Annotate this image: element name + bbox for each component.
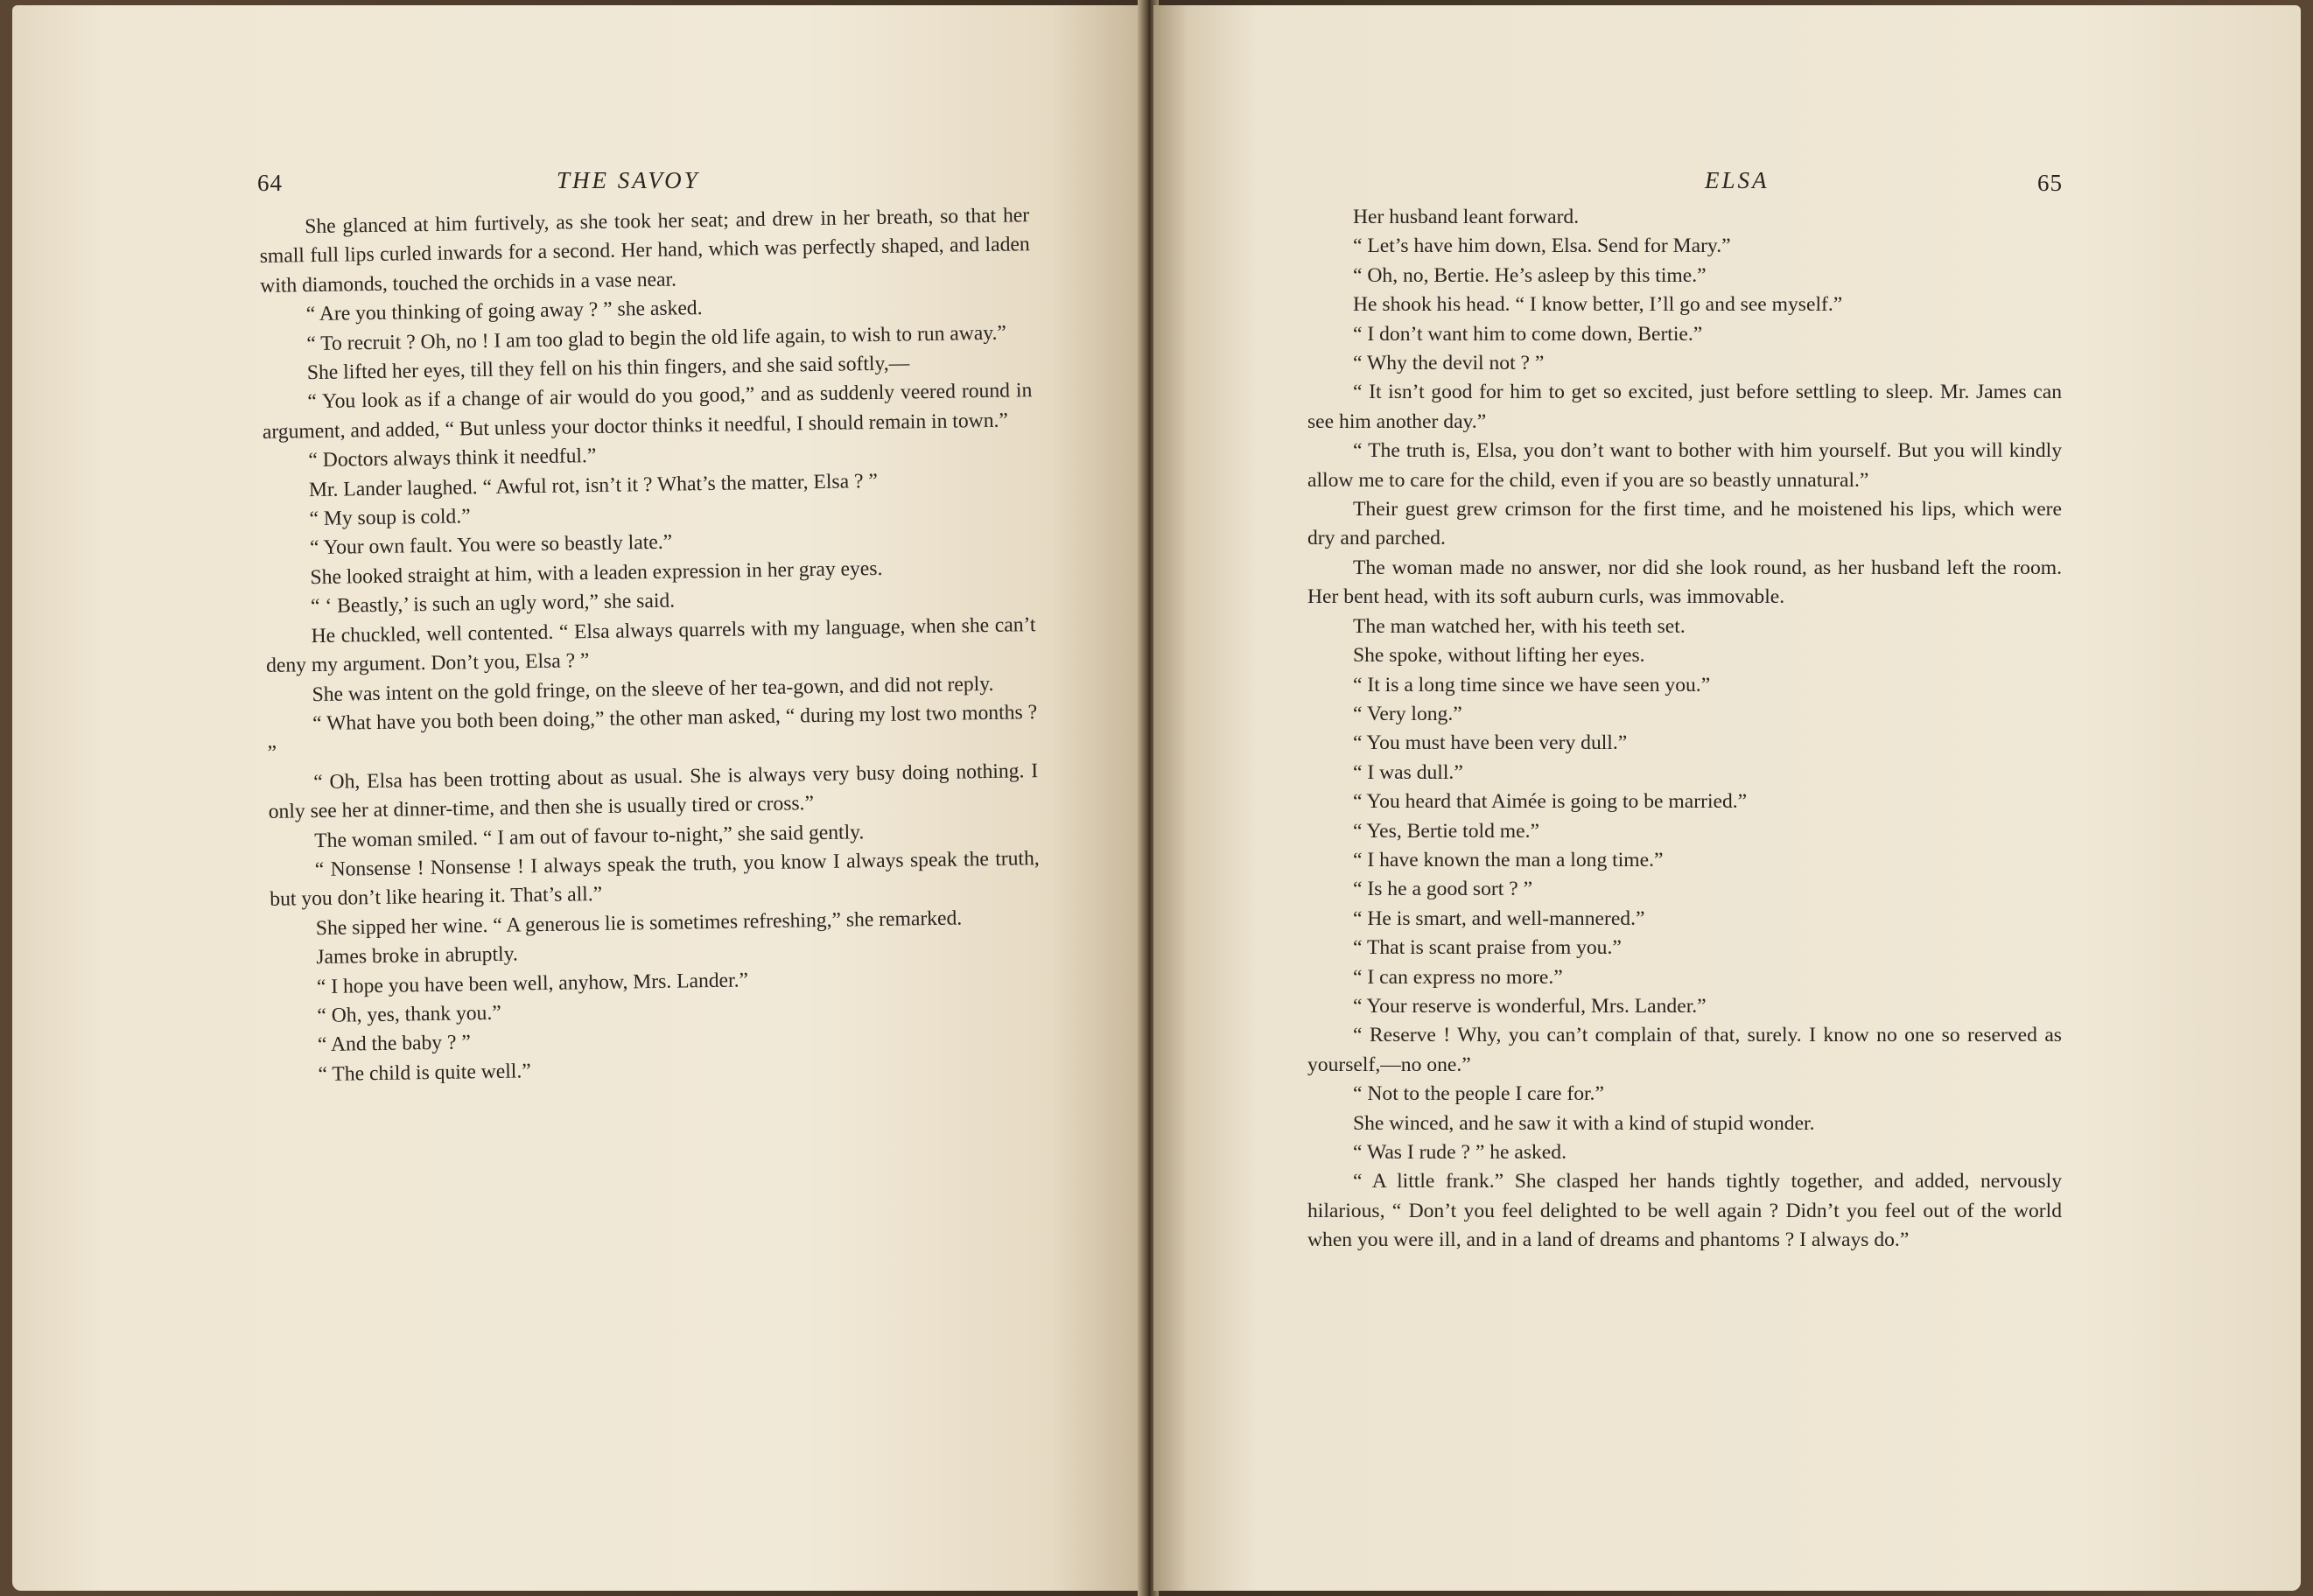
paragraph: She was intent on the gold fringe, on the sleeve of her tea-gown, and did not reply. <box>312 672 994 706</box>
paragraph: “ Very long.” <box>1353 702 1462 725</box>
paragraph: She lifted her eyes, till they fell on his thin fingers, and she said softly,— <box>306 352 910 385</box>
paragraph: “ It isn’t good for him to get so excited, just before settling to sleep. Mr. James can see him another day.” <box>1307 381 2062 433</box>
paragraph: “ Yes, Bertie told me.” <box>1353 819 1539 843</box>
paragraph: “ The truth is, Elsa, you don’t want to bother with him yourself. But you will kindly allow me to care for the child, even if you are so beastly unnatural.” <box>1307 439 2062 492</box>
paragraph: “ Doctors always think it needful.” <box>308 444 597 472</box>
paragraph: “ I have known the man a long time.” <box>1353 848 1664 872</box>
paragraph: “ You look as if a change of air would do you good,” and as suddenly veered round in argument, and added, “ But unless your doctor thinks it needful, I should remain in town.” <box>262 379 1033 444</box>
paragraph: “ I can express no more.” <box>1353 965 1563 989</box>
paragraph: The man watched her, with his teeth set. <box>1353 614 1686 638</box>
paragraph: “ It is a long time since we have seen you.” <box>1353 673 1711 696</box>
paragraph: “ Are you thinking of going away ? ” she asked. <box>305 297 703 326</box>
paragraph: “ Reserve ! Why, you can’t complain of that, surely. I know no one so reserved as yourself,—no one.” <box>1307 1024 2062 1076</box>
paragraph: “ What have you both been doing,” the other man asked, “ during my lost two months ? ” <box>267 701 1038 766</box>
paragraph: “ Your reserve is wonderful, Mrs. Lander.” <box>1353 994 1707 1018</box>
right-running-head: ELSA <box>1705 167 1770 193</box>
left-page-number: 64 <box>257 170 283 196</box>
paragraph: “ To recruit ? Oh, no ! I am too glad to begin the old life again, to wish to run away.” <box>306 321 1007 355</box>
paragraph: “ I don’t want him to come down, Bertie.” <box>1353 322 1703 346</box>
right-page-number: 65 <box>2037 170 2063 196</box>
paragraph: “ He is smart, and well-mannered.” <box>1353 906 1645 930</box>
paragraph: She looked straight at him, with a leaden expression in her gray eyes. <box>310 556 883 590</box>
left-body-text <box>259 201 1043 1090</box>
paragraph: “ Not to the people I care for.” <box>1353 1082 1604 1106</box>
right-page <box>1153 5 2301 1591</box>
paragraph: “ Let’s have him down, Elsa. Send for Mary.” <box>1353 234 1731 258</box>
paragraph: “ Your own fault. You were so beastly late.” <box>309 531 673 560</box>
paragraph: “ ‘ Beastly,’ is such an ugly word,” she said. <box>310 589 676 619</box>
paragraph: James broke in abruptly. <box>316 942 518 970</box>
paragraph: “ My soup is cold.” <box>309 505 471 531</box>
paragraph: “ The child is quite well.” <box>318 1060 531 1086</box>
paragraph: “ Was I rude ? ” he asked. <box>1353 1141 1567 1164</box>
paragraph: Her husband leant forward. <box>1353 206 1580 228</box>
paragraph: “ Why the devil not ? ” <box>1353 352 1545 375</box>
paragraph: “ You heard that Aimée is going to be married.” <box>1353 790 1748 814</box>
paragraph: She spoke, without lifting her eyes. <box>1353 644 1645 668</box>
paragraph: The woman smiled. “ I am out of favour to-night,” she said gently. <box>314 820 865 852</box>
paragraph: “ Nonsense ! Nonsense ! I always speak the truth, you know I always speak the truth, but you don’t like hearing it. That’s all.” <box>270 847 1040 912</box>
paragraph: “ I hope you have been well, anyhow, Mrs. Lander.” <box>316 968 749 998</box>
paragraph: She glanced at him furtively, as she took her seat; and drew in her breath, so that her small full lips curled inwards for a second. Her hand, which was perfectly shaped, and laden with diamonds, touched the orchids in a vase near. <box>259 204 1030 298</box>
paragraph: “ I was dull.” <box>1353 760 1463 784</box>
paragraph: “ A little frank.” She clasped her hands tightly together, and added, nervously hilarious, “ Don’t you feel delighted to be well again ? Didn’t you feel out of the world when you were ill, and in a land of dreams and phantoms ? I always do.” <box>1307 1170 2062 1252</box>
left-running-head: THE SAVOY <box>557 167 700 193</box>
left-page <box>12 5 1141 1591</box>
paragraph: “ That is scant praise from you.” <box>1353 936 1622 960</box>
paragraph: Mr. Lander laughed. “ Awful rot, isn’t it ? What’s the matter, Elsa ? ” <box>308 469 879 501</box>
paragraph: She sipped her wine. “ A generous lie is sometimes refreshing,” she remarked. <box>315 906 963 940</box>
paragraph: He chuckled, well contented. “ Elsa always quarrels with my language, when she can’t deny my argument. Don’t you, Elsa ? ” <box>265 612 1036 678</box>
paragraph: “ And the baby ? ” <box>317 1031 472 1057</box>
right-body-text <box>1307 203 2062 1256</box>
paragraph: “ Oh, no, Bertie. He’s asleep by this time.” <box>1353 263 1707 287</box>
paragraph: “ Oh, yes, thank you.” <box>317 1001 501 1028</box>
paragraph: She winced, and he saw it with a kind of stupid wonder. <box>1353 1111 1815 1135</box>
paragraph: “ You must have been very dull.” <box>1353 732 1628 755</box>
paragraph: Their guest grew crimson for the first time, and he moistened his lips, which were dry and parched. <box>1307 498 2062 550</box>
paragraph: “ Is he a good sort ? ” <box>1353 878 1533 901</box>
paragraph: “ Oh, Elsa has been trotting about as usual. She is always very busy doing nothing. I only see her at dinner-time, and then she is usually tired or cross.” <box>268 759 1039 824</box>
paragraph: The woman made no answer, nor did she look round, as her husband left the room. Her bent head, with its soft auburn curls, was immovable. <box>1307 556 2062 609</box>
paragraph: He shook his head. “ I know better, I’ll go and see myself.” <box>1353 293 1843 317</box>
